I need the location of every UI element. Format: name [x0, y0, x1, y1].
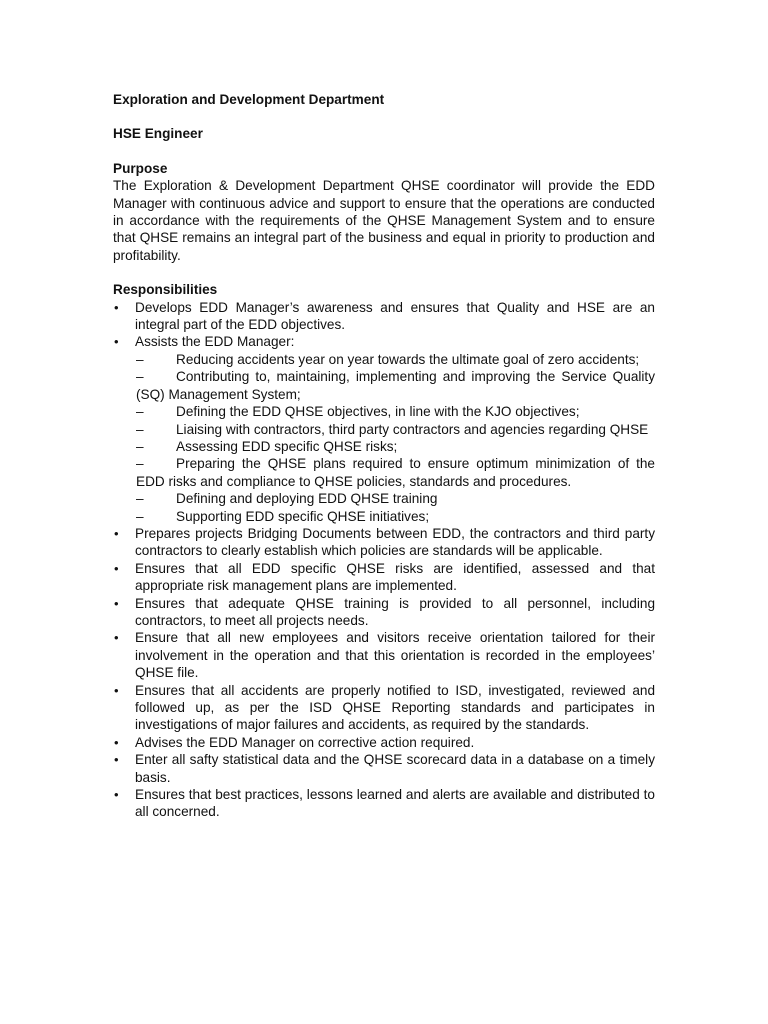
responsibility-text: Ensures that all EDD specific QHSE risks are identified, assessed and that appropriate risk management plans are implemented. — [135, 560, 655, 594]
bullet-icon: • — [114, 734, 119, 750]
responsibility-text: Ensures that best practices, lessons learned and alerts are available and distributed to all concerned. — [135, 787, 655, 820]
bullet-icon: • — [114, 682, 119, 698]
bullet-icon: • — [114, 630, 119, 646]
responsibility-text: Assists the EDD Manager: — [135, 334, 295, 350]
assist-text: Liaising with contractors, third party contractors and agencies regarding QHSE — [176, 421, 649, 437]
assist-sublist — [113, 351, 655, 525]
purpose-heading: Purpose — [113, 160, 168, 176]
assist-item — [136, 438, 655, 455]
bullet-icon: • — [114, 334, 119, 350]
department-title: Exploration and Development Department — [113, 92, 385, 107]
responsibility-item — [113, 629, 655, 681]
assist-text: Assessing EDD specific QHSE risks; — [176, 438, 398, 454]
bullet-icon: • — [114, 525, 119, 541]
assist-item — [136, 351, 655, 368]
assist-text: Contributing to, maintaining, implementing and improving the Service Quality (SQ) Management System; — [136, 369, 655, 402]
assist-item — [136, 508, 655, 525]
role-title: HSE Engineer — [113, 126, 203, 142]
purpose-text: The Exploration & Development Department QHSE coordinator will provide the EDD Manager with continuous advice and support to ensure that the operations are conducted in accordance with the requirements of the QHSE Management System and to ensure that QHSE remains an integral part of the business and equal in priority to production and profitability. — [113, 178, 655, 263]
dash-icon: – — [136, 438, 144, 454]
dash-icon: – — [136, 369, 144, 385]
assist-text: Defining and deploying EDD QHSE training — [176, 491, 438, 507]
responsibility-text: Ensure that all new employees and visitors receive orientation tailored for their involvement in the operation and that this orientation is recorded in the employees’ QHSE file. — [135, 630, 655, 681]
responsibility-item — [113, 333, 655, 350]
dash-icon: – — [136, 508, 144, 524]
responsibility-item — [113, 786, 655, 821]
dash-icon: – — [136, 491, 144, 507]
responsibility-item — [113, 734, 655, 751]
responsibilities-heading: Responsibilities — [113, 282, 218, 298]
responsibility-item — [113, 595, 655, 630]
bullet-icon: • — [114, 560, 119, 576]
responsibilities-list-continued — [113, 525, 655, 821]
responsibility-item — [113, 299, 655, 334]
assist-item — [136, 421, 655, 438]
assist-text: Defining the EDD QHSE objectives, in line with the KJO objectives; — [176, 404, 580, 420]
responsibility-text: Ensures that adequate QHSE training is provided to all personnel, including contractors, to meet all projects needs. — [135, 595, 655, 628]
assist-text: Supporting EDD specific QHSE initiatives; — [176, 508, 430, 524]
assist-item — [136, 490, 655, 507]
dash-icon: – — [136, 456, 144, 472]
dash-icon: – — [136, 421, 144, 437]
assist-item — [136, 368, 655, 403]
responsibility-item — [113, 525, 655, 560]
bullet-icon: • — [114, 595, 119, 611]
assist-item — [136, 403, 655, 420]
responsibility-item — [113, 560, 655, 595]
responsibility-item — [113, 751, 655, 786]
responsibilities-list — [113, 299, 655, 351]
responsibility-text: Prepares projects Bridging Documents between EDD, the contractors and third party contractors to clearly establish which policies are standards will be applicable. — [135, 525, 655, 559]
assist-item — [136, 455, 655, 490]
dash-icon: – — [136, 351, 144, 367]
responsibility-text: Enter all safty statistical data and the QHSE scorecard data in a database on a timely basis. — [135, 752, 655, 785]
assist-text: Preparing the QHSE plans required to ensure optimum minimization of the EDD risks and compliance to QHSE policies, standards and procedures. — [136, 456, 655, 489]
responsibility-text: Develops EDD Manager’s awareness and ensures that Quality and HSE are an integral part of the EDD objectives. — [135, 299, 655, 333]
assist-text: Reducing accidents year on year towards the ultimate goal of zero accidents; — [176, 351, 640, 367]
document-page — [113, 91, 655, 821]
responsibility-text: Advises the EDD Manager on corrective action required. — [135, 734, 475, 750]
bullet-icon: • — [114, 299, 119, 315]
bullet-icon: • — [114, 787, 119, 803]
bullet-icon: • — [114, 752, 119, 768]
dash-icon: – — [136, 404, 144, 420]
responsibility-text: Ensures that all accidents are properly notified to ISD, investigated, reviewed and followed up, as per the ISD QHSE Reporting standards and participates in investigations of major failures and accidents, as required by the standards. — [135, 682, 655, 733]
responsibility-item — [113, 682, 655, 734]
